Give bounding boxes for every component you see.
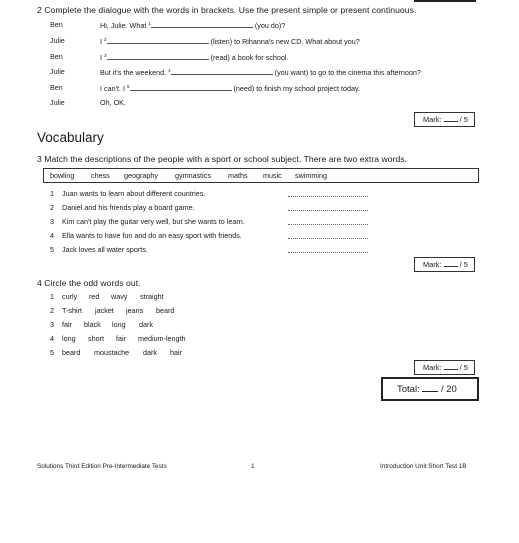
total-blank[interactable] [422, 384, 438, 392]
speaker: Julie [50, 67, 65, 76]
odd-word-option[interactable]: long [112, 320, 126, 329]
odd-word-option[interactable]: curly [62, 292, 78, 301]
odd-word-option[interactable]: fair [62, 320, 72, 329]
mark-box: Mark: / 5 [414, 112, 475, 127]
q4-heading: 4 Circle the odd words out. [37, 278, 141, 288]
answer-blank[interactable] [130, 83, 232, 91]
word-box [43, 168, 479, 183]
odd-word-option[interactable]: jacket [95, 306, 114, 315]
odd-word-option[interactable]: short [88, 334, 104, 343]
page-number: 1 [251, 463, 255, 470]
odd-word-option[interactable]: medium-length [138, 334, 186, 343]
top-rule [414, 0, 476, 2]
speaker: Julie [50, 36, 65, 45]
odd-word-option[interactable]: hair [170, 348, 182, 357]
odd-word-option[interactable]: moustache [94, 348, 130, 357]
answer-blank[interactable] [107, 52, 209, 60]
odd-word-option[interactable]: red [89, 292, 100, 301]
speaker: Julie [50, 98, 65, 107]
footer-left: Solutions Third Edition Pre-Intermediate Tests [37, 463, 167, 470]
total-box: Total: / 20 [381, 377, 479, 401]
word-box-item: bowling [50, 171, 75, 180]
answer-blank[interactable] [171, 67, 273, 75]
odd-word-option[interactable]: wavy [111, 292, 128, 301]
word-box-item: chess [91, 171, 110, 180]
odd-word-option[interactable]: jeans [126, 306, 144, 315]
word-box-item: music [263, 171, 282, 180]
mark-blank[interactable] [444, 115, 458, 122]
word-box-item: geography [124, 171, 158, 180]
speaker: Ben [50, 52, 63, 61]
mark-blank[interactable] [444, 363, 458, 370]
word-box-item: maths [228, 171, 248, 180]
footer-right: Introduction Unit Short Test 1B [380, 463, 467, 470]
answer-blank[interactable] [107, 36, 209, 44]
answer-line[interactable] [288, 189, 368, 197]
odd-word-option[interactable]: straight [140, 292, 164, 301]
odd-word-option[interactable]: dark [143, 348, 157, 357]
speaker: Ben [50, 20, 63, 29]
answer-line[interactable] [288, 245, 368, 253]
odd-word-option[interactable]: T-shirt [62, 306, 82, 315]
word-box-item: gymnastics [175, 171, 211, 180]
section-title: Vocabulary [37, 130, 104, 145]
answer-line[interactable] [288, 203, 368, 211]
answer-line[interactable] [288, 217, 368, 225]
odd-word-option[interactable]: dark [139, 320, 153, 329]
odd-word-option[interactable]: long [62, 334, 76, 343]
odd-word-option[interactable]: beard [62, 348, 81, 357]
q3-heading: 3 Match the descriptions of the people with a sport or school subject. There are two extra words. [37, 154, 408, 164]
odd-word-option[interactable]: black [84, 320, 101, 329]
answer-blank[interactable] [151, 20, 253, 28]
mark-blank[interactable] [444, 260, 458, 267]
speaker: Ben [50, 83, 63, 92]
word-box-item: swimming [295, 171, 327, 180]
odd-word-option[interactable]: beard [156, 306, 175, 315]
odd-word-option[interactable]: fair [116, 334, 126, 343]
mark-box: Mark: / 5 [414, 360, 475, 375]
mark-box: Mark: / 5 [414, 257, 475, 272]
answer-line[interactable] [288, 231, 368, 239]
q2-heading: 2 Complete the dialogue with the words in brackets. Use the present simple or present continuous. [37, 5, 417, 15]
